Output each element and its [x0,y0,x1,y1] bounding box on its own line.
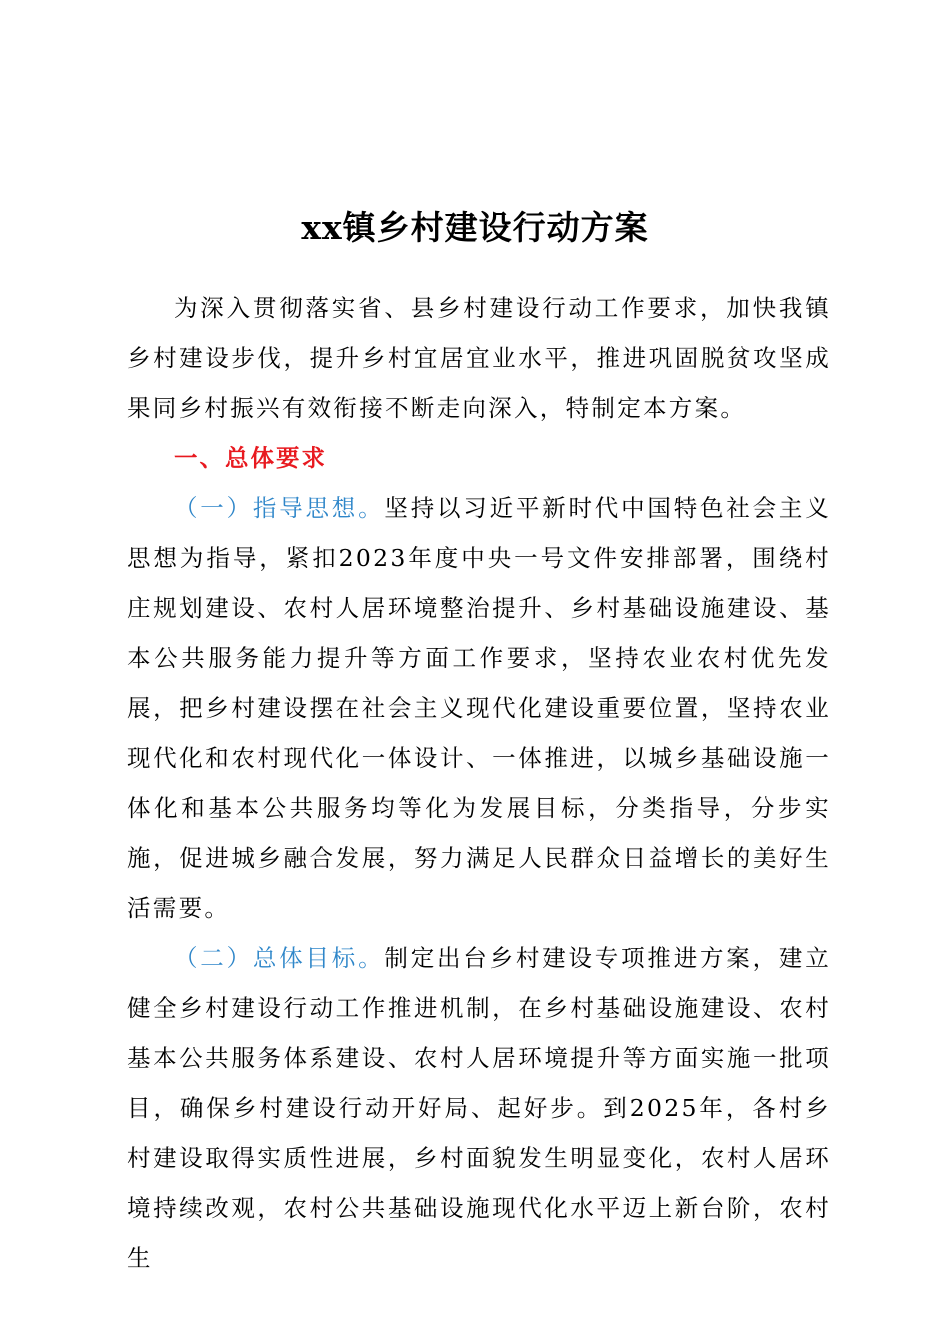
sub-heading-overall-goal: （二）总体目标。 [174,944,385,972]
sub-heading-guiding-ideology: （一）指导思想。 [174,494,385,522]
intro-paragraph: 为深入贯彻落实省、县乡村建设行动工作要求，加快我镇乡村建设步伐，提升乡村宜居宜业水平，推进巩固脱贫攻坚成果同乡村振兴有效衔接不断走向深入，特制定本方案。 [127,294,831,422]
guiding-ideology-text: 坚持以习近平新时代中国特色社会主义思想为指导，紧扣2023年度中央一号文件安排部署，围绕村庄规划建设、农村人居环境整治提升、乡村基础设施建设、基本公共服务能力提升等方面工作要求，坚持农业农村优先发展，把乡村建设摆在社会主义现代化建设重要位置，坚持农业现代化和农村现代化一体设计、一体推进，以城乡基础设施一体化和基本公共服务均等化为发展目标，分类指导，分步实施，促进城乡融合发展，努力满足人民群众日益增长的美好生活需要。 [127,494,831,922]
overall-goal-text: 制定出台乡村建设专项推进方案，建立健全乡村建设行动工作推进机制，在乡村基础设施建设、农村基本公共服务体系建设、农村人居环境提升等方面实施一批项目，确保乡村建设行动开好局、起好步。到2025年，各村乡村建设取得实质性进展，乡村面貌发生明显变化，农村人居环境持续改观，农村公共基础设施现代化水平迈上新台阶，农村生 [127,944,831,1272]
section-heading-general-requirements: 一、总体要求 [174,444,327,472]
document-title: xx镇乡村建设行动方案 [301,208,649,247]
paragraph-overall-goal [127,933,831,1283]
document-body [127,283,831,1283]
paragraph-guiding-ideology [127,483,831,933]
